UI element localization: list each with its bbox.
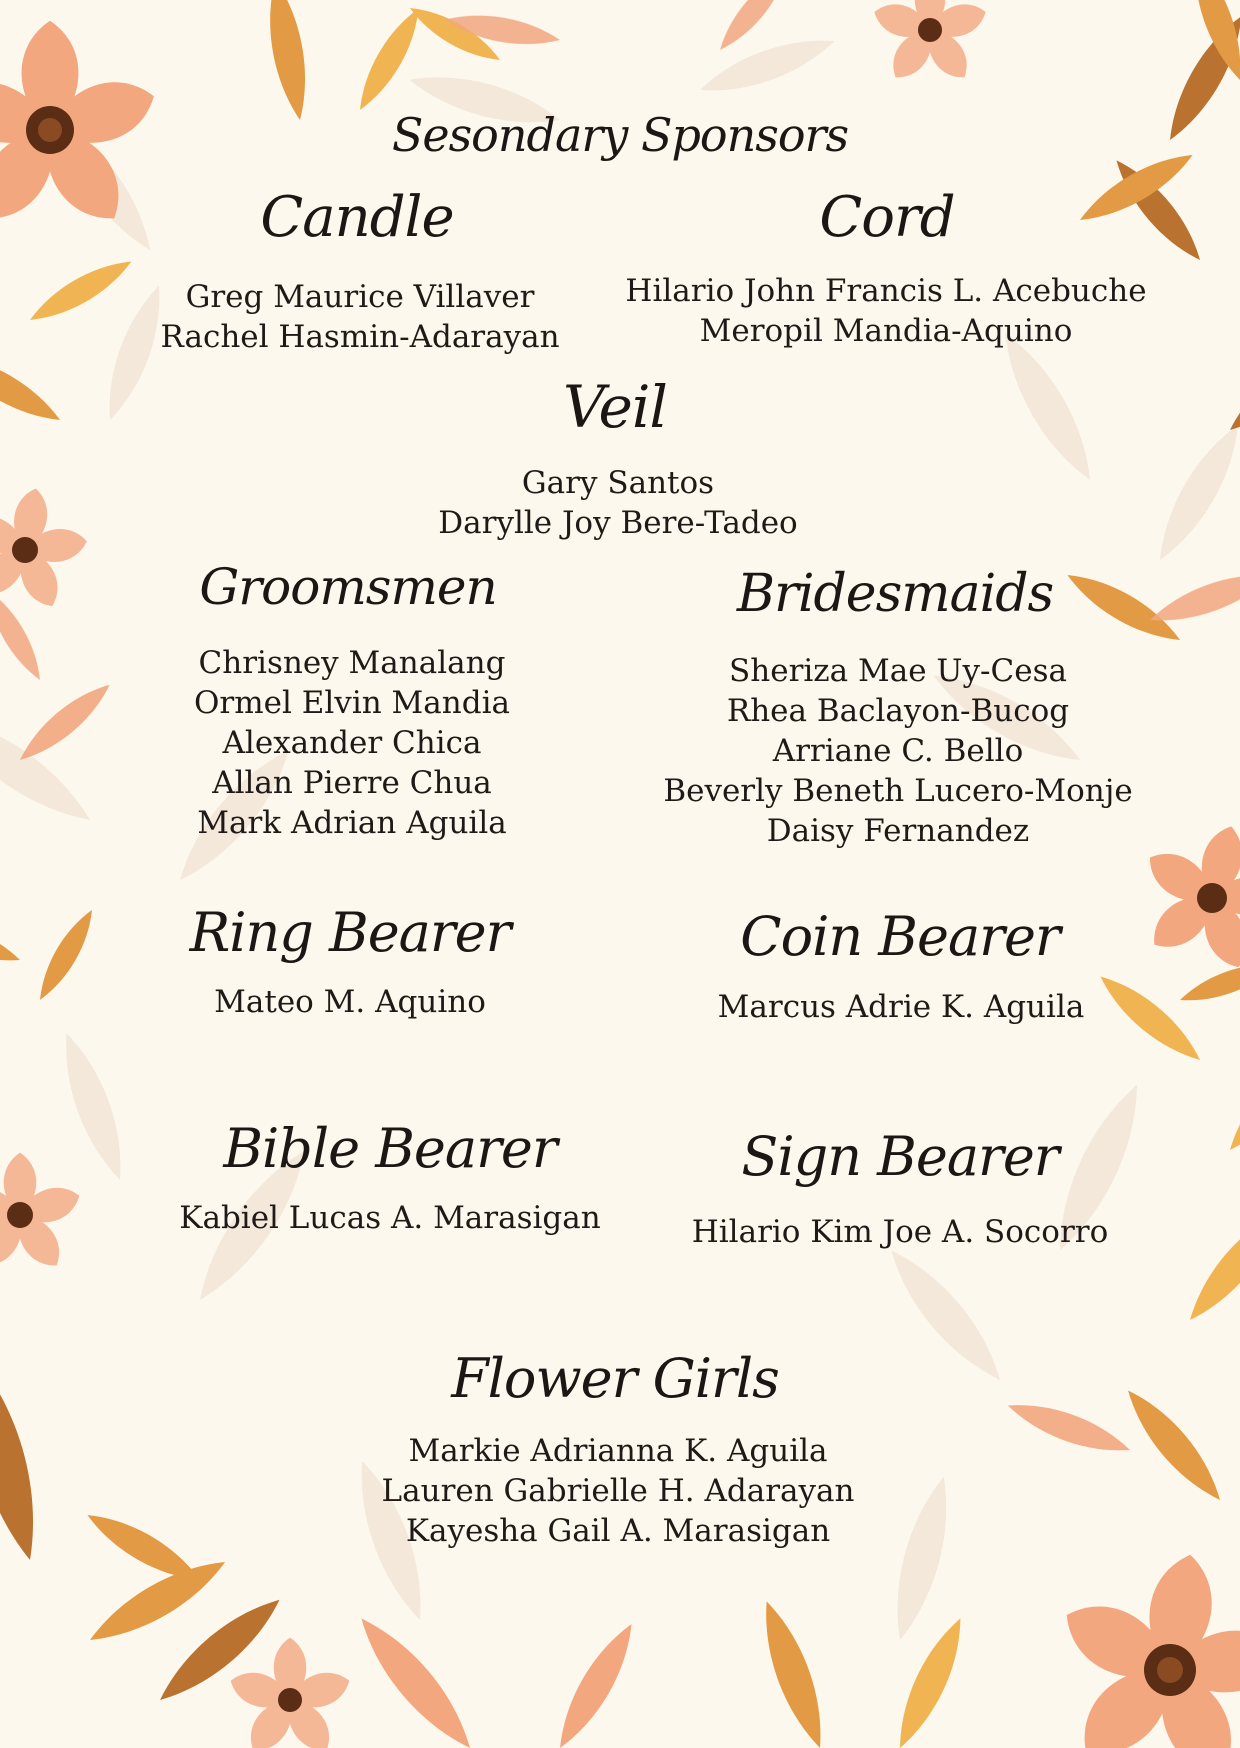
candle-heading: Candle bbox=[260, 185, 454, 250]
cord-heading: Cord bbox=[819, 185, 955, 250]
bridesmaid-name: Sheriza Mae Uy-Cesa bbox=[729, 653, 1067, 689]
bridesmaid-name: Arriane C. Bello bbox=[772, 733, 1024, 769]
bible-bearer-name: Kabiel Lucas A. Marasigan bbox=[179, 1200, 601, 1236]
sign-bearer-heading: Sign Bearer bbox=[741, 1125, 1059, 1188]
groomsman-name: Mark Adrian Aguila bbox=[197, 805, 507, 841]
bridesmaid-name: Daisy Fernandez bbox=[766, 813, 1030, 849]
ring-bearer-heading: Ring Bearer bbox=[189, 901, 511, 964]
cord-name: Meropil Mandia-Aquino bbox=[699, 313, 1073, 349]
flower-girl-name: Markie Adrianna K. Aguila bbox=[408, 1433, 828, 1469]
candle-names bbox=[160, 277, 559, 357]
bible-bearer-names bbox=[179, 1198, 600, 1238]
coin-bearer-heading: Coin Bearer bbox=[740, 905, 1060, 968]
sign-bearer-name: Hilario Kim Joe A. Socorro bbox=[691, 1214, 1109, 1250]
veil-name: Darylle Joy Bere-Tadeo bbox=[438, 505, 798, 541]
cord-names bbox=[625, 271, 1146, 351]
flower-girl-name: Lauren Gabrielle H. Adarayan bbox=[381, 1473, 855, 1509]
flower-girls-names bbox=[382, 1431, 855, 1551]
candle-name: Rachel Hasmin-Adarayan bbox=[160, 319, 560, 355]
sign-bearer-names bbox=[692, 1212, 1109, 1252]
bridesmaid-name: Beverly Beneth Lucero-Monje bbox=[663, 773, 1133, 809]
veil-name: Gary Santos bbox=[521, 465, 715, 501]
flower-girl-name: Kayesha Gail A. Marasigan bbox=[405, 1513, 831, 1549]
bridesmaids-heading: Bridesmaids bbox=[736, 564, 1054, 624]
page-title: Sesondary Sponsors bbox=[391, 108, 849, 162]
ring-bearer-name: Mateo M. Aquino bbox=[214, 984, 486, 1020]
veil-heading: Veil bbox=[563, 373, 667, 441]
groomsman-name: Alexander Chica bbox=[222, 725, 482, 761]
ring-bearer-names bbox=[214, 982, 486, 1022]
cord-name: Hilario John Francis L. Acebuche bbox=[625, 273, 1147, 309]
candle-name: Greg Maurice Villaver bbox=[185, 279, 535, 315]
veil-names bbox=[438, 463, 797, 543]
coin-bearer-name: Marcus Adrie K. Aguila bbox=[717, 989, 1085, 1025]
groomsmen-names bbox=[194, 643, 510, 843]
flower-girls-heading: Flower Girls bbox=[451, 1347, 779, 1410]
groomsman-name: Allan Pierre Chua bbox=[212, 765, 492, 801]
groomsman-name: Ormel Elvin Mandia bbox=[194, 685, 510, 721]
bible-bearer-heading: Bible Bearer bbox=[223, 1117, 557, 1180]
right-middle-floral-cluster bbox=[1092, 821, 1240, 1158]
groomsmen-heading: Groomsmen bbox=[199, 558, 497, 616]
groomsman-name: Chrisney Manalang bbox=[198, 645, 506, 681]
bridesmaid-name: Rhea Baclayon-Bucog bbox=[726, 693, 1070, 729]
coin-bearer-names bbox=[718, 987, 1085, 1027]
bridesmaids-names bbox=[663, 651, 1132, 851]
